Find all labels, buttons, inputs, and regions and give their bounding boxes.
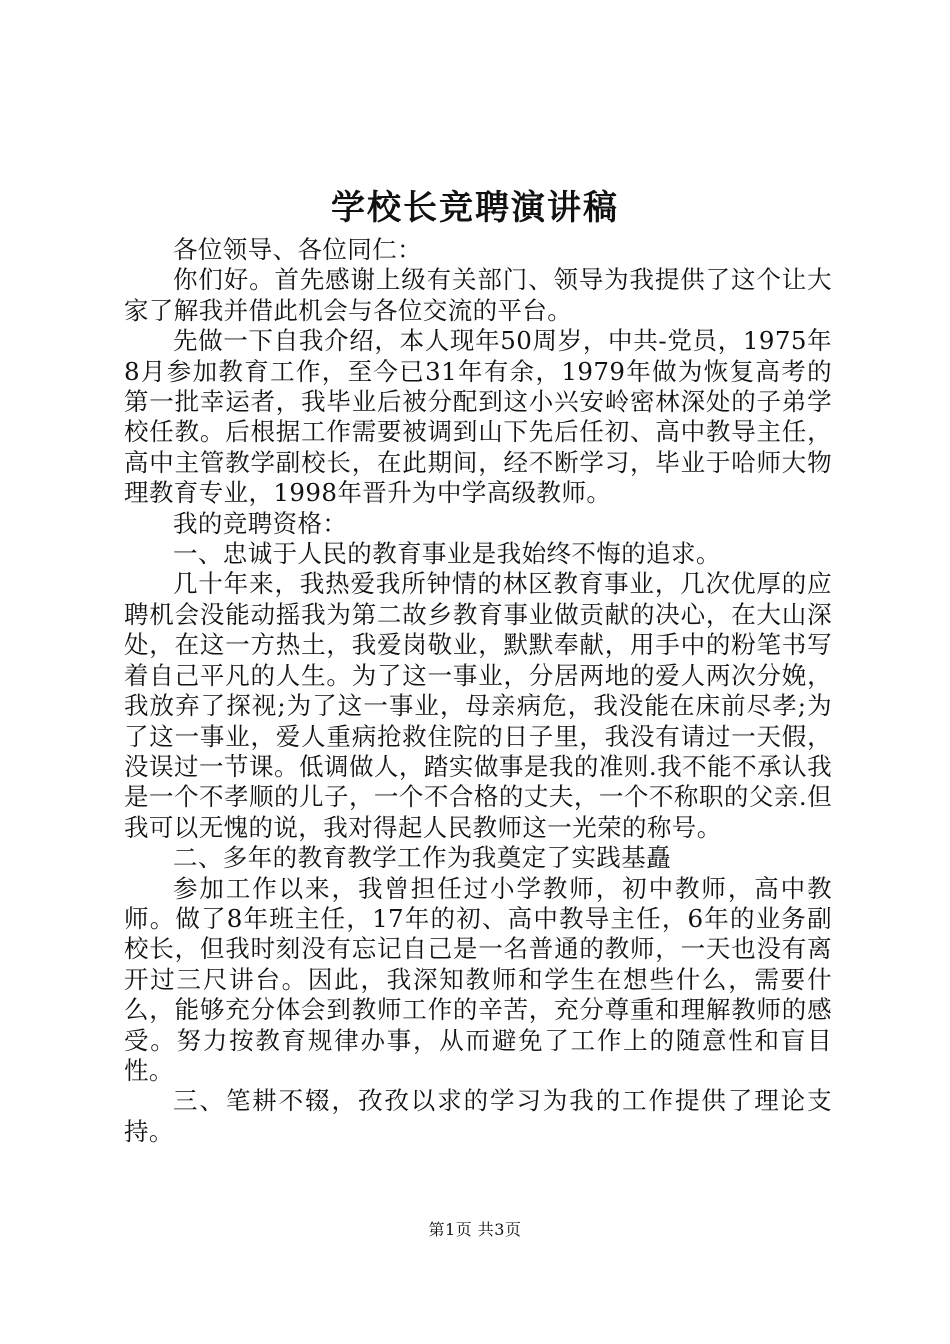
paragraph-point-one-body: 几十年来，我热爱我所钟情的林区教育事业，几次优厚的应聘机会没能动摇我为第二故乡教育事业做贡献的决心，在大山深处，在这一方热土，我爱岗敬业，默默奉献，用手中的粉笔书写着自己平凡的人生。为了这一事业，分居两地的爱人两次分娩，我放弃了探视;为了这一事业，母亲病危，我没能在床前尽孝;为了这一事业，爱人重病抢救住院的日子里，我没有请过一天假，没误过一节课。低调做人，踏实做事是我的准则.我不能不承认我是一个不孝顺的儿子，一个不合格的丈夫，一个不称职的父亲.但我可以无愧的说，我对得起人民教师这一光荣的称号。 <box>124 569 832 842</box>
paragraph-point-one-heading: 一、忠诚于人民的教育事业是我始终不悔的追求。 <box>173 539 721 569</box>
paragraph-qualifications-heading: 我的竞聘资格： <box>173 508 348 538</box>
paragraph-salutation: 各位领导、各位同仁： <box>173 235 422 264</box>
document-title: 学校长竞聘演讲稿 <box>331 188 619 228</box>
document-body <box>124 235 832 1147</box>
paragraph-greeting: 你们好。首先感谢上级有关部门、领导为我提供了这个让大家了解我并借此机会与各位交流的平台。 <box>124 265 832 325</box>
page-footer: 第1页 共3页 <box>428 1220 522 1239</box>
paragraph-self-intro: 先做一下自我介绍，本人现年50周岁，中共-党员，1975年8月参加教育工作，至今已31年有余，1979年做为恢复高考的第一批幸运者，我毕业后被分配到这小兴安岭密林深处的子弟学校任教。后根据工作需要被调到山下先后任初、高中教导主任，高中主管教学副校长，在此期间，经不断学习，毕业于哈师大物理教育专业，1998年晋升为中学高级教师。 <box>124 326 832 508</box>
paragraph-point-two-heading: 二、多年的教育教学工作为我奠定了实践基矗 <box>173 843 671 873</box>
paragraph-point-three-heading: 三、笔耕不辍，孜孜以求的学习为我的工作提供了理论支持。 <box>124 1086 832 1146</box>
paragraph-point-two-body: 参加工作以来，我曾担任过小学教师，初中教师，高中教师。做了8年班主任，17年的初、高中教导主任，6年的业务副校长，但我时刻没有忘记自己是一名普通的教师，一天也没有离开过三尺讲台。因此，我深知教师和学生在想些什么，需要什么，能够充分体会到教师工作的辛苦，充分尊重和理解教师的感受。努力按教育规律办事，从而避免了工作上的随意性和盲目性。 <box>124 873 832 1085</box>
